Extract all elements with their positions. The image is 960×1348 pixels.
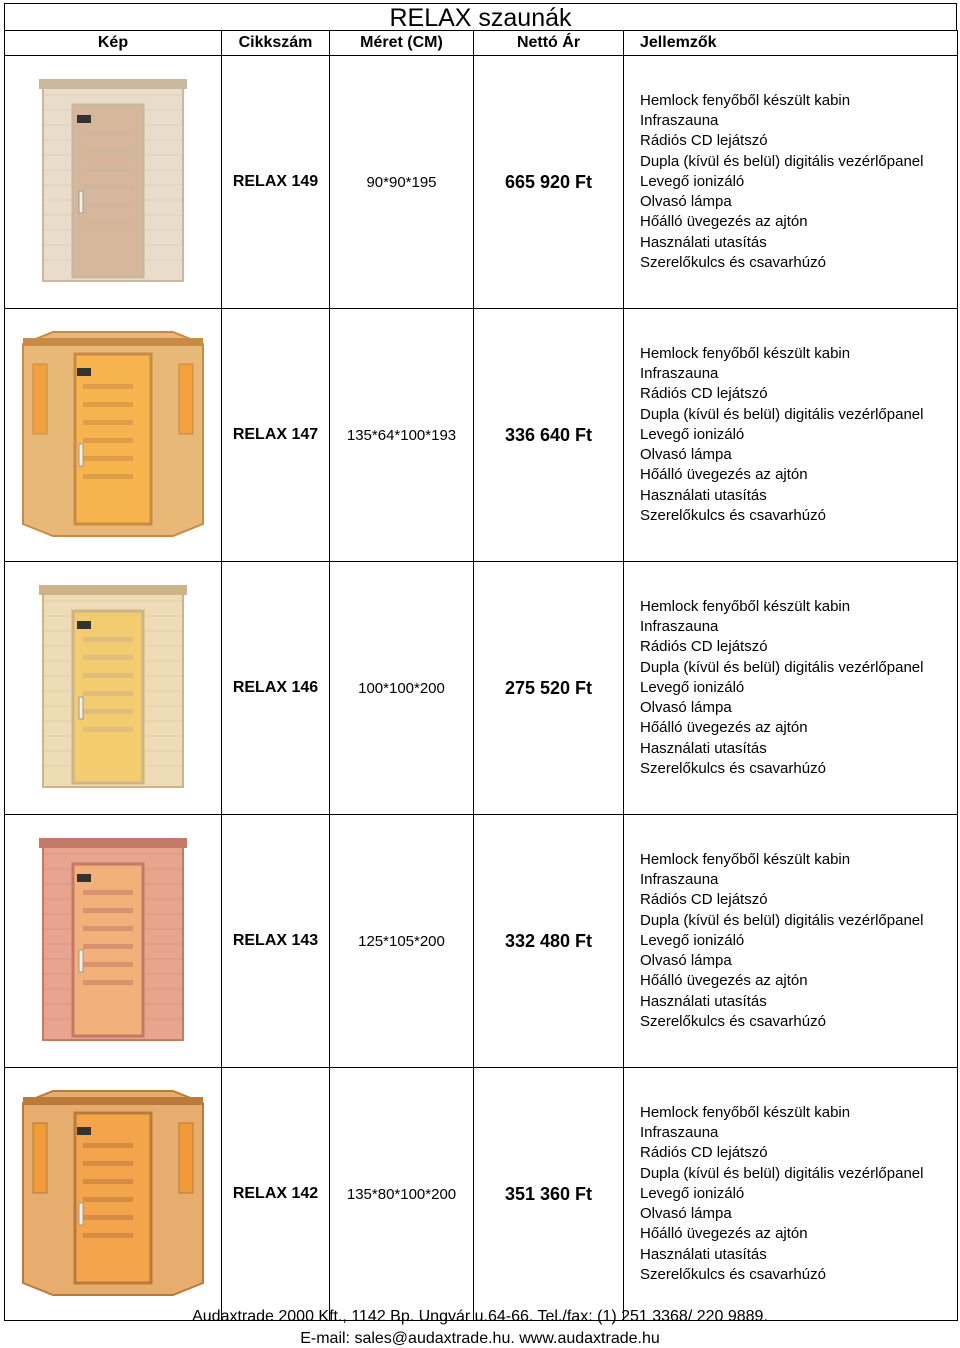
header-netto: Nettó Ár — [474, 31, 624, 56]
product-code: RELAX 147 — [222, 309, 330, 562]
feature-item: Hőálló üvegezés az ajtón — [640, 972, 808, 990]
feature-item: Használati utasítás — [640, 1245, 767, 1263]
feature-item: Használati utasítás — [640, 739, 767, 757]
feature-item: Rádiós CD lejátszó — [640, 891, 768, 909]
product-image — [5, 309, 222, 562]
feature-item: Olvasó lámpa — [640, 1205, 732, 1223]
table-header-row — [5, 31, 958, 56]
feature-item: Dupla (kívül és belül) digitális vezérlőpanel — [640, 152, 924, 170]
feature-item: Infraszauna — [640, 870, 719, 888]
feature-item: Használati utasítás — [640, 233, 767, 251]
product-code: RELAX 143 — [222, 815, 330, 1068]
feature-item: Olvasó lámpa — [640, 446, 732, 464]
product-features — [624, 815, 958, 1068]
product-image — [5, 562, 222, 815]
feature-item: Dupla (kívül és belül) digitális vezérlőpanel — [640, 911, 924, 929]
product-features — [624, 309, 958, 562]
feature-item: Rádiós CD lejátszó — [640, 638, 768, 656]
feature-item: Szerelőkulcs és csavarhúzó — [640, 760, 826, 778]
feature-item: Hőálló üvegezés az ajtón — [640, 213, 808, 231]
feature-item: Levegő ionizáló — [640, 1184, 745, 1202]
product-features — [624, 56, 958, 309]
product-price: 275 520 Ft — [474, 562, 624, 815]
product-price: 332 480 Ft — [474, 815, 624, 1068]
product-price: 665 920 Ft — [474, 56, 624, 309]
product-size: 125*105*200 — [330, 815, 474, 1068]
feature-item: Hemlock fenyőből készült kabin — [640, 91, 851, 109]
feature-item: Levegő ionizáló — [640, 425, 745, 443]
product-image — [5, 815, 222, 1068]
header-kep: Kép — [5, 31, 222, 56]
feature-item: Dupla (kívül és belül) digitális vezérlőpanel — [640, 405, 924, 423]
feature-item: Hemlock fenyőből készült kabin — [640, 1103, 851, 1121]
feature-item: Infraszauna — [640, 617, 719, 635]
feature-item: Rádiós CD lejátszó — [640, 132, 768, 150]
feature-item: Infraszauna — [640, 1123, 719, 1141]
table-row — [5, 562, 958, 815]
feature-item: Dupla (kívül és belül) digitális vezérlőpanel — [640, 658, 924, 676]
product-size: 135*64*100*193 — [330, 309, 474, 562]
feature-item: Hőálló üvegezés az ajtón — [640, 1225, 808, 1243]
table-row — [5, 815, 958, 1068]
feature-item: Levegő ionizáló — [640, 678, 745, 696]
feature-item: Hőálló üvegezés az ajtón — [640, 466, 808, 484]
feature-item: Rádiós CD lejátszó — [640, 385, 768, 403]
header-jellemzok: Jellemzők — [624, 31, 958, 56]
product-image — [5, 56, 222, 309]
feature-item: Szerelőkulcs és csavarhúzó — [640, 254, 826, 272]
product-features — [624, 562, 958, 815]
product-size: 100*100*200 — [330, 562, 474, 815]
feature-item: Infraszauna — [640, 364, 719, 382]
product-table — [4, 30, 958, 1321]
price-sheet — [4, 3, 957, 1321]
feature-item: Szerelőkulcs és csavarhúzó — [640, 507, 826, 525]
product-price: 351 360 Ft — [474, 1068, 624, 1321]
product-code: RELAX 149 — [222, 56, 330, 309]
feature-item: Olvasó lámpa — [640, 193, 732, 211]
footer-contact: E-mail: sales@audaxtrade.hu. www.audaxtrade.hu — [300, 1330, 660, 1347]
feature-item: Hemlock fenyőből készült kabin — [640, 597, 851, 615]
footer-address: Audaxtrade 2000 Kft., 1142 Bp. Ungvár u.64-66. Tel./fax: (1) 251 3368/ 220 9889. — [192, 1308, 768, 1325]
feature-item: Hőálló üvegezés az ajtón — [640, 719, 808, 737]
header-meret: Méret (CM) — [330, 31, 474, 56]
product-price: 336 640 Ft — [474, 309, 624, 562]
table-row — [5, 309, 958, 562]
product-size: 135*80*100*200 — [330, 1068, 474, 1321]
feature-item: Hemlock fenyőből készült kabin — [640, 850, 851, 868]
feature-item: Használati utasítás — [640, 992, 767, 1010]
product-code: RELAX 142 — [222, 1068, 330, 1321]
table-row — [5, 1068, 958, 1321]
feature-item: Rádiós CD lejátszó — [640, 1144, 768, 1162]
feature-item: Szerelőkulcs és csavarhúzó — [640, 1266, 826, 1284]
feature-item: Használati utasítás — [640, 486, 767, 504]
product-size: 90*90*195 — [330, 56, 474, 309]
page-title: RELAX szaunák — [4, 3, 957, 30]
feature-item: Szerelőkulcs és csavarhúzó — [640, 1013, 826, 1031]
product-features — [624, 1068, 958, 1321]
feature-item: Dupla (kívül és belül) digitális vezérlőpanel — [640, 1164, 924, 1182]
feature-item: Levegő ionizáló — [640, 172, 745, 190]
feature-item: Olvasó lámpa — [640, 699, 732, 717]
product-code: RELAX 146 — [222, 562, 330, 815]
header-cikkszam: Cikkszám — [222, 31, 330, 56]
feature-item: Hemlock fenyőből készült kabin — [640, 344, 851, 362]
feature-item: Levegő ionizáló — [640, 931, 745, 949]
feature-item: Olvasó lámpa — [640, 952, 732, 970]
feature-item: Infraszauna — [640, 111, 719, 129]
table-row — [5, 56, 958, 309]
product-image — [5, 1068, 222, 1321]
